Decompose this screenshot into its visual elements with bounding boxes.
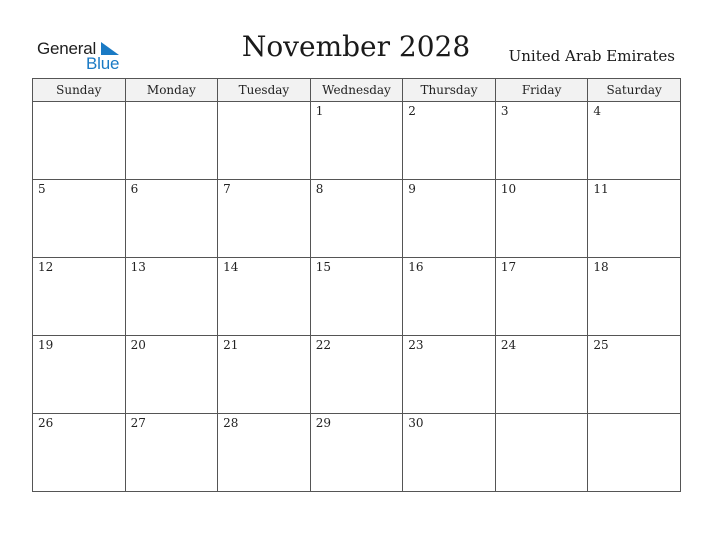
day-number: 9 bbox=[408, 182, 416, 196]
week-row bbox=[33, 102, 681, 180]
calendar-grid bbox=[32, 78, 681, 492]
week-row bbox=[33, 336, 681, 414]
day-cell bbox=[218, 336, 311, 414]
day-cell-empty bbox=[33, 102, 126, 180]
day-cell bbox=[495, 258, 588, 336]
day-cell bbox=[310, 414, 403, 492]
day-number: 16 bbox=[408, 260, 424, 274]
day-cell bbox=[588, 180, 681, 258]
day-cell bbox=[495, 180, 588, 258]
week-row bbox=[33, 258, 681, 336]
weekday-wednesday: Wednesday bbox=[310, 79, 403, 102]
day-number: 1 bbox=[315, 104, 324, 118]
day-number: 2 bbox=[408, 104, 416, 118]
day-cell bbox=[218, 414, 311, 492]
day-cell bbox=[310, 180, 403, 258]
country-label: United Arab Emirates bbox=[508, 47, 675, 65]
day-cell bbox=[403, 258, 496, 336]
weekday-friday: Friday bbox=[495, 79, 588, 102]
day-number: 18 bbox=[593, 260, 609, 274]
day-number bbox=[218, 102, 310, 105]
day-cell bbox=[33, 180, 126, 258]
day-number: 15 bbox=[315, 260, 331, 274]
day-cell bbox=[403, 336, 496, 414]
day-cell bbox=[403, 180, 496, 258]
day-cell bbox=[588, 336, 681, 414]
day-number: 28 bbox=[223, 416, 239, 430]
day-cell bbox=[495, 102, 588, 180]
day-cell bbox=[310, 336, 403, 414]
day-number: 19 bbox=[38, 338, 54, 352]
day-number: 21 bbox=[223, 338, 239, 352]
day-number: 13 bbox=[130, 260, 146, 274]
day-number: 29 bbox=[315, 416, 331, 430]
day-number: 7 bbox=[223, 182, 231, 196]
week-row bbox=[33, 414, 681, 492]
day-number: 26 bbox=[38, 416, 54, 430]
day-number bbox=[588, 414, 680, 417]
day-cell-empty bbox=[125, 102, 218, 180]
weekday-monday: Monday bbox=[125, 79, 218, 102]
weekday-saturday: Saturday bbox=[588, 79, 681, 102]
weekday-header-row bbox=[33, 79, 681, 102]
day-number: 17 bbox=[500, 260, 517, 274]
day-cell-empty bbox=[495, 414, 588, 492]
day-cell-empty bbox=[588, 414, 681, 492]
day-cell bbox=[125, 336, 218, 414]
logo-text-blue: Blue bbox=[86, 54, 120, 73]
day-cell bbox=[588, 102, 681, 180]
day-cell bbox=[310, 258, 403, 336]
day-number: 5 bbox=[38, 182, 46, 196]
day-number: 11 bbox=[593, 182, 609, 196]
day-number: 23 bbox=[408, 338, 424, 352]
day-cell bbox=[588, 258, 681, 336]
day-cell bbox=[403, 102, 496, 180]
day-cell bbox=[218, 258, 311, 336]
day-number: 27 bbox=[130, 416, 146, 430]
day-cell bbox=[33, 414, 126, 492]
day-number: 22 bbox=[315, 338, 331, 352]
day-cell bbox=[310, 102, 403, 180]
day-number: 25 bbox=[593, 338, 609, 352]
day-cell bbox=[495, 336, 588, 414]
day-cell bbox=[125, 180, 218, 258]
weekday-tuesday: Tuesday bbox=[218, 79, 311, 102]
day-cell bbox=[33, 336, 126, 414]
day-number: 24 bbox=[500, 338, 517, 352]
day-number: 14 bbox=[223, 260, 239, 274]
day-number bbox=[33, 102, 125, 105]
day-cell bbox=[125, 258, 218, 336]
day-number: 3 bbox=[500, 104, 509, 118]
day-number: 10 bbox=[500, 182, 517, 196]
day-cell bbox=[403, 414, 496, 492]
day-number: 30 bbox=[408, 416, 424, 430]
day-cell bbox=[125, 414, 218, 492]
day-number: 20 bbox=[130, 338, 146, 352]
month-title: November 2028 bbox=[241, 30, 471, 63]
week-row bbox=[33, 180, 681, 258]
day-number bbox=[126, 102, 218, 105]
day-number: 8 bbox=[315, 182, 324, 196]
weekday-thursday: Thursday bbox=[403, 79, 496, 102]
logo-text-general: General bbox=[37, 39, 97, 58]
day-number: 4 bbox=[593, 104, 602, 118]
weekday-sunday: Sunday bbox=[33, 79, 126, 102]
day-cell-empty bbox=[218, 102, 311, 180]
day-number bbox=[496, 414, 588, 417]
day-number: 12 bbox=[38, 260, 54, 274]
day-cell bbox=[218, 180, 311, 258]
day-number: 6 bbox=[130, 182, 139, 196]
day-cell bbox=[33, 258, 126, 336]
